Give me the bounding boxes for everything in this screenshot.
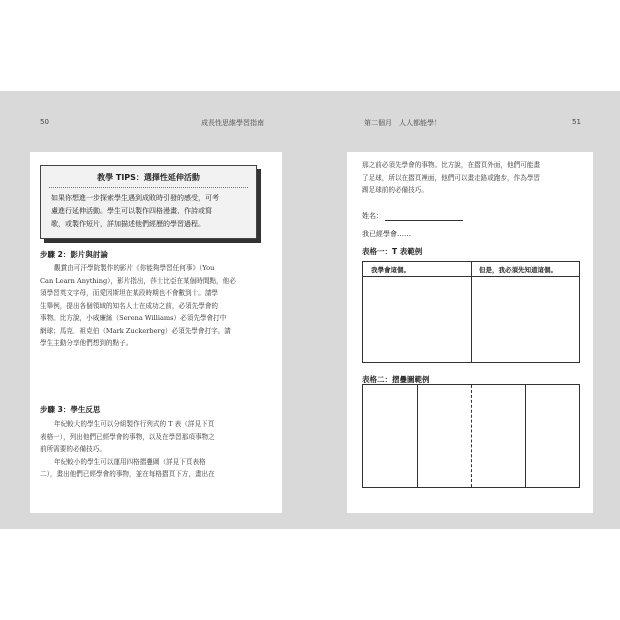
t-chart-divider — [471, 262, 472, 362]
step2-line: 須學習英文字母，而愛因斯坦在某段時期也不會數到十。請學 — [40, 289, 219, 297]
intro-line: 了足球，所以在摺頁裡面，他們可以畫走路或跑步，作為學習 — [362, 173, 541, 182]
step3-line: 年紀較大的學生可以分組製作行列式的 T 表（詳見下頁 — [54, 420, 215, 428]
name-label: 姓名： — [362, 212, 383, 220]
t-chart-col2-header: 但是，我必須先知道這個。 — [479, 266, 557, 274]
step2-line: 事物。比方說，小威廉絲（Serena Williams）必須先學會打中 — [40, 314, 227, 322]
right-running-title: 第二個月 人人都能學！ — [364, 119, 441, 127]
tips-body — [51, 192, 250, 231]
step3-body — [40, 418, 270, 481]
tips-line: 如果你想進一步探索學生遇到成敗時引發的感受，可考 — [51, 194, 219, 202]
step2-body — [40, 262, 270, 350]
step3-line: 前所需要的必備技巧。 — [40, 445, 106, 453]
intro-line: 那之前必須先學會的事物。比方說，在摺頁外面，他們可能畫 — [362, 161, 541, 169]
step3-line: 二），畫出他們已經學會的事物，並在每格摺頁下方，畫出在 — [40, 470, 215, 478]
left-page-number: 50 — [40, 118, 49, 126]
step2-line: 網球；馬克．祖克伯（Mark Zuckerberg）必須先學會打字。請 — [40, 326, 231, 335]
step3-line: 年紀較小的學生可以運用四格摺疊圖（詳見下頁表格 — [54, 457, 206, 466]
tips-divider — [49, 187, 248, 188]
name-line — [362, 211, 463, 221]
step2-line: 觀賞由可汗學院製作的影片《你能夠學習任何事》（You — [54, 264, 215, 272]
step2-line: 學生主動分享他們想到的點子。 — [40, 339, 133, 347]
intro-line: 踢足球前的必備技巧。 — [362, 186, 428, 194]
step3-line: 表格一），列出他們已經學會的事物，以及在學習那項事物之 — [40, 432, 215, 441]
tips-box — [40, 165, 257, 239]
fold-divider — [417, 385, 472, 487]
table1-title: 表格一：T 表範例 — [362, 247, 423, 256]
learned-label: 我已經學會…… — [362, 230, 411, 238]
step2-line: 生舉例，提出各個領域的知名人士在成功之前，必須先學會的 — [40, 301, 219, 310]
step3-title: 步驟 3：學生反思 — [40, 405, 101, 414]
table2-title: 表格二：摺疊圖範例 — [362, 375, 430, 384]
t-chart-col1-header: 我學會這個。 — [371, 266, 410, 274]
fold-divider — [471, 385, 526, 487]
name-blank — [385, 212, 463, 221]
left-running-title: 成長性思維學習指南 — [201, 119, 264, 127]
right-intro — [362, 159, 584, 197]
tips-line: 慮進行延伸活動。學生可以製作四格漫畫、作詩或寫 — [51, 207, 212, 215]
step2-line: Can Learn Anything），影片指出，莎士比亞在某個時間點，他必 — [40, 276, 236, 285]
tips-title: 教學 TIPS：選擇性延伸活動 — [97, 173, 200, 182]
tips-line: 歌，或製作短片，詳加描述他們經歷的學習過程。 — [51, 220, 205, 228]
right-page-number: 51 — [572, 118, 581, 126]
t-chart-table — [362, 261, 580, 363]
fold-chart-table — [362, 384, 580, 488]
fold-divider — [525, 385, 580, 487]
step2-title: 步驟 2：影片與討論 — [40, 250, 108, 259]
